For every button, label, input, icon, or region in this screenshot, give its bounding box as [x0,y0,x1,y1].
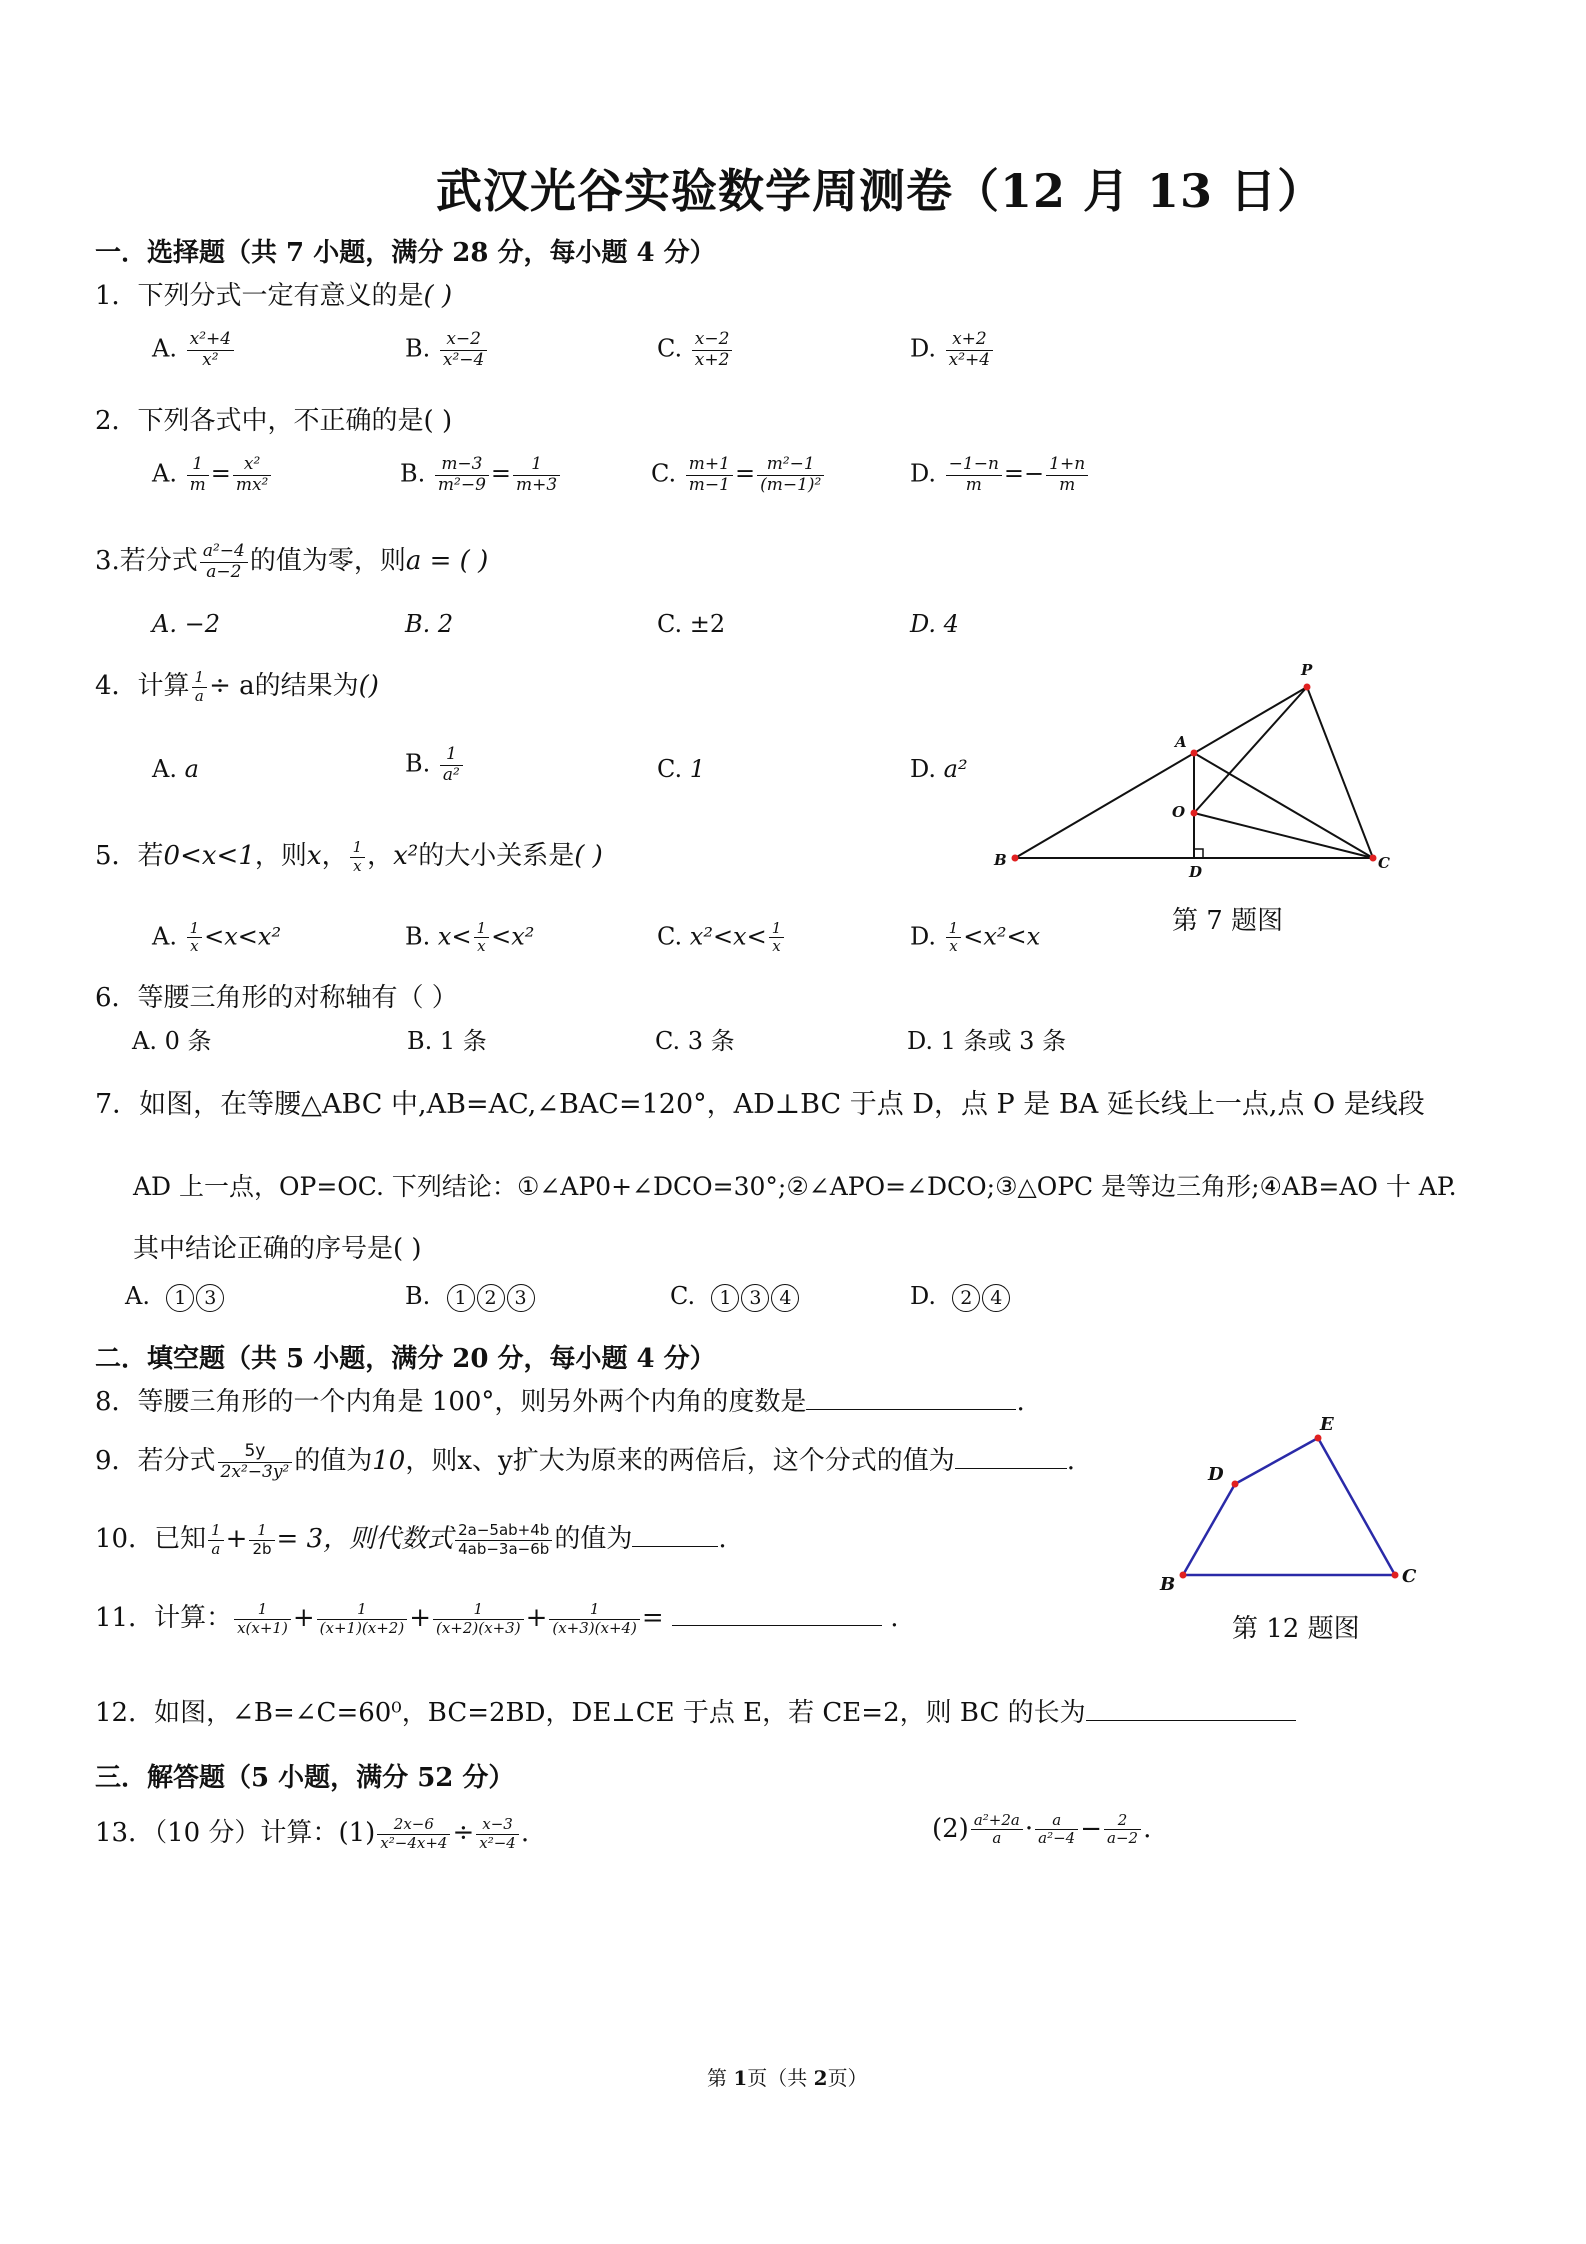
q6-option-a: A. 0 条 [132,1027,212,1055]
q1-option-b: B. $\frac{x-2}{\text{x²−4}}$ [405,330,489,370]
q7-option-d: D. 2 4 [910,1282,1011,1312]
q5-option-b: B. x< $\frac{1}{x}$ <x² [405,919,535,956]
question-7-line-2: AD 上一点，OP=OC. 下列结论：①∠AP0+∠DCO=30°;②∠APO=∠DCO;③△OPC 是等边三角形;④AB=AO 十 AP. [133,1172,1457,1201]
section-heading-fill: 二．填空题（共 5 小题，满分 20 分，每小题 4 分） [95,1344,716,1374]
q4-option-c: C. 1 [657,755,706,783]
q6-option-d: D. 1 条或 3 条 [907,1027,1067,1055]
figure-7-diagram [990,655,1410,895]
figure-12-caption: 第 12 题图 [1232,1614,1360,1644]
q1-paren: ( ) [423,281,453,311]
section-heading-solve: 三．解答题（5 小题，满分 52 分） [95,1763,515,1793]
fig12-segment-ec [1318,1438,1395,1575]
q5-option-a: A. $\frac{1}{x}$ <x<x² [152,919,282,956]
fig7-label-d: D [1189,863,1203,881]
q3-option-a: A. −2 [152,610,220,638]
page-title: 武汉光谷实验数学周测卷（12 月 13 日） [436,164,1325,218]
fig7-point-b [1012,855,1019,862]
question-1 [95,275,452,312]
question-11: 11．计算： $\frac{1}{x(x+1)}$ + $\frac{1}{(x+1)(x+2)}$ + $\frac{1}{(x+2)(x+3)}$ + $\frac{1}{(x+3)(x+4)}$ = . [95,1600,899,1637]
fig7-label-c: C [1378,854,1390,872]
fig12-segment-de [1235,1438,1318,1484]
fig7-point-a [1191,750,1198,757]
q6-option-b: B. 1 条 [407,1027,487,1055]
fig7-label-a: A [1175,733,1187,751]
figure-12-diagram [1140,1410,1440,1590]
fig12-point-e [1315,1435,1322,1442]
fig7-label-o: O [1172,803,1186,821]
q2-option-b: B. $\frac{m-3}{\text{m²−9}}$ = $\frac{1}{m+3}$ [400,455,562,495]
q4-option-b: B. $\frac{1}{\text{a²}}$ [405,745,465,785]
q12-answer-blank [1086,1696,1296,1721]
fig7-label-b: B [994,851,1007,869]
q8-answer-blank [806,1385,1016,1410]
question-7-line-3: 其中结论正确的序号是( ) [133,1234,422,1264]
q4-option-a: A. a [152,755,199,783]
fig7-label-p: P [1301,661,1313,679]
question-9: 9．若分式 $\frac{5y}{\text{2x²−3y²}}$ 的值为10，则x、y扩大为原来的两倍后，这个分式的值为 . [95,1440,1075,1482]
fig7-segment-pc [1307,687,1373,858]
q3-option-b: B. 2 [405,610,454,638]
fig7-point-c [1370,855,1377,862]
fig7-segment-ac [1194,753,1373,858]
fig12-label-b: B [1160,1574,1176,1590]
question-13-part-2: (2) $\frac{\text{a²+2a}}{a}$ · $\frac{a}{\text{a²−4}}$ − $\frac{2}{a-2}$ . [932,1811,1152,1848]
q5-option-c: C. x²<x< $\frac{1}{x}$ [657,920,786,956]
question-6: 6．等腰三角形的对称轴有（ ） [95,983,458,1013]
q2-option-a: A. $\frac{1}{m}$ = $\frac{\text{x²}}{\text{mx²}}$ [152,455,273,495]
fig12-point-d [1232,1481,1239,1488]
question-5: 5．若0<x<1，则x， $\frac{1}{x}$ ，x²的大小关系是( ) [95,838,603,875]
fig12-point-c [1392,1572,1399,1579]
q1-option-a: A. $\frac{\text{x²+4}}{\text{x²}}$ [152,330,236,370]
fig7-segment-bp [1015,687,1307,858]
q1-stem: 1．下列分式一定有意义的是 [95,281,424,311]
question-13-part-1: 13．（10 分）计算：(1) $\frac{2x-6}{\text{x²−4x+4}}$ ÷ $\frac{x-3}{\text{x²−4}}$ . [95,1815,530,1852]
q3-option-d: D. 4 [910,610,959,638]
fig12-label-e: E [1320,1414,1334,1435]
question-12: 12．如图，∠B=∠C=60⁰，BC=2BD，DE⊥CE 于点 E，若 CE=2，则 BC 的长为 [95,1692,1296,1729]
q2-option-d: D. $\frac{-1-n}{m}$ =− $\frac{1+n}{m}$ [910,455,1090,495]
q1-option-c: C. $\frac{x-2}{x+2}$ [657,330,734,370]
question-7-line-1: 7．如图，在等腰△ABC 中,AB=AC,∠BAC=120°，AD⊥BC 于点 D，点 P 是 BA 延长线上一点,点 O 是线段 [95,1089,1425,1120]
figure-7-caption: 第 7 题图 [1172,906,1284,936]
fig7-segment-oc [1194,813,1373,858]
fig7-point-o [1191,810,1198,817]
q4-option-d: D. a² [910,755,968,783]
question-4: 4．计算 $\frac{1}{a}$ ÷ a的结果为() [95,668,379,705]
q3-option-c: C. ±2 [657,610,726,638]
q2-option-c: C. $\frac{m+1}{m-1}$ = $\frac{\text{m²−1}}{\text{(m−1)²}}$ [651,455,826,495]
fig12-label-d: D [1208,1464,1224,1485]
fig12-segment-bd [1183,1484,1235,1575]
q10-answer-blank [632,1522,718,1547]
fig12-point-b [1180,1572,1187,1579]
q1-option-d: D. $\frac{x+2}{\text{x²+4}}$ [910,330,995,370]
question-8: 8．等腰三角形的一个内角是 100°，则另外两个内角的度数是 . [95,1387,1025,1417]
q7-option-b: B. 1 2 3 [405,1282,536,1312]
q7-option-a: A. 1 3 [125,1282,225,1312]
fig7-segment-op [1194,687,1307,813]
q7-option-c: C. 1 3 4 [670,1282,800,1312]
q6-option-c: C. 3 条 [655,1027,735,1055]
q11-answer-blank [672,1601,882,1626]
q5-option-d: D. $\frac{1}{x}$ <x²<x [910,919,1041,956]
fig12-label-c: C [1402,1566,1417,1587]
section-heading-choice: 一．选择题（共 7 小题，满分 28 分，每小题 4 分） [95,238,716,268]
fig7-right-angle-mark [1194,849,1203,858]
question-2: 2．下列各式中，不正确的是( ) [95,406,453,436]
question-10: 10．已知 $\frac{1}{a}$ + $\frac{1}{2b}$ = 3，则代数式 $\frac{2a-5ab+4b}{4ab-3a-6b}$ 的值为 . [95,1521,727,1558]
page-footer: 第 1页（共 2页） [707,2066,868,2090]
q9-answer-blank [955,1444,1067,1469]
question-3: 3.若分式 $\frac{\text{a²−4}}{a-2}$ 的值为零，则a = ( ) [95,540,489,582]
fig7-point-p [1304,684,1311,691]
